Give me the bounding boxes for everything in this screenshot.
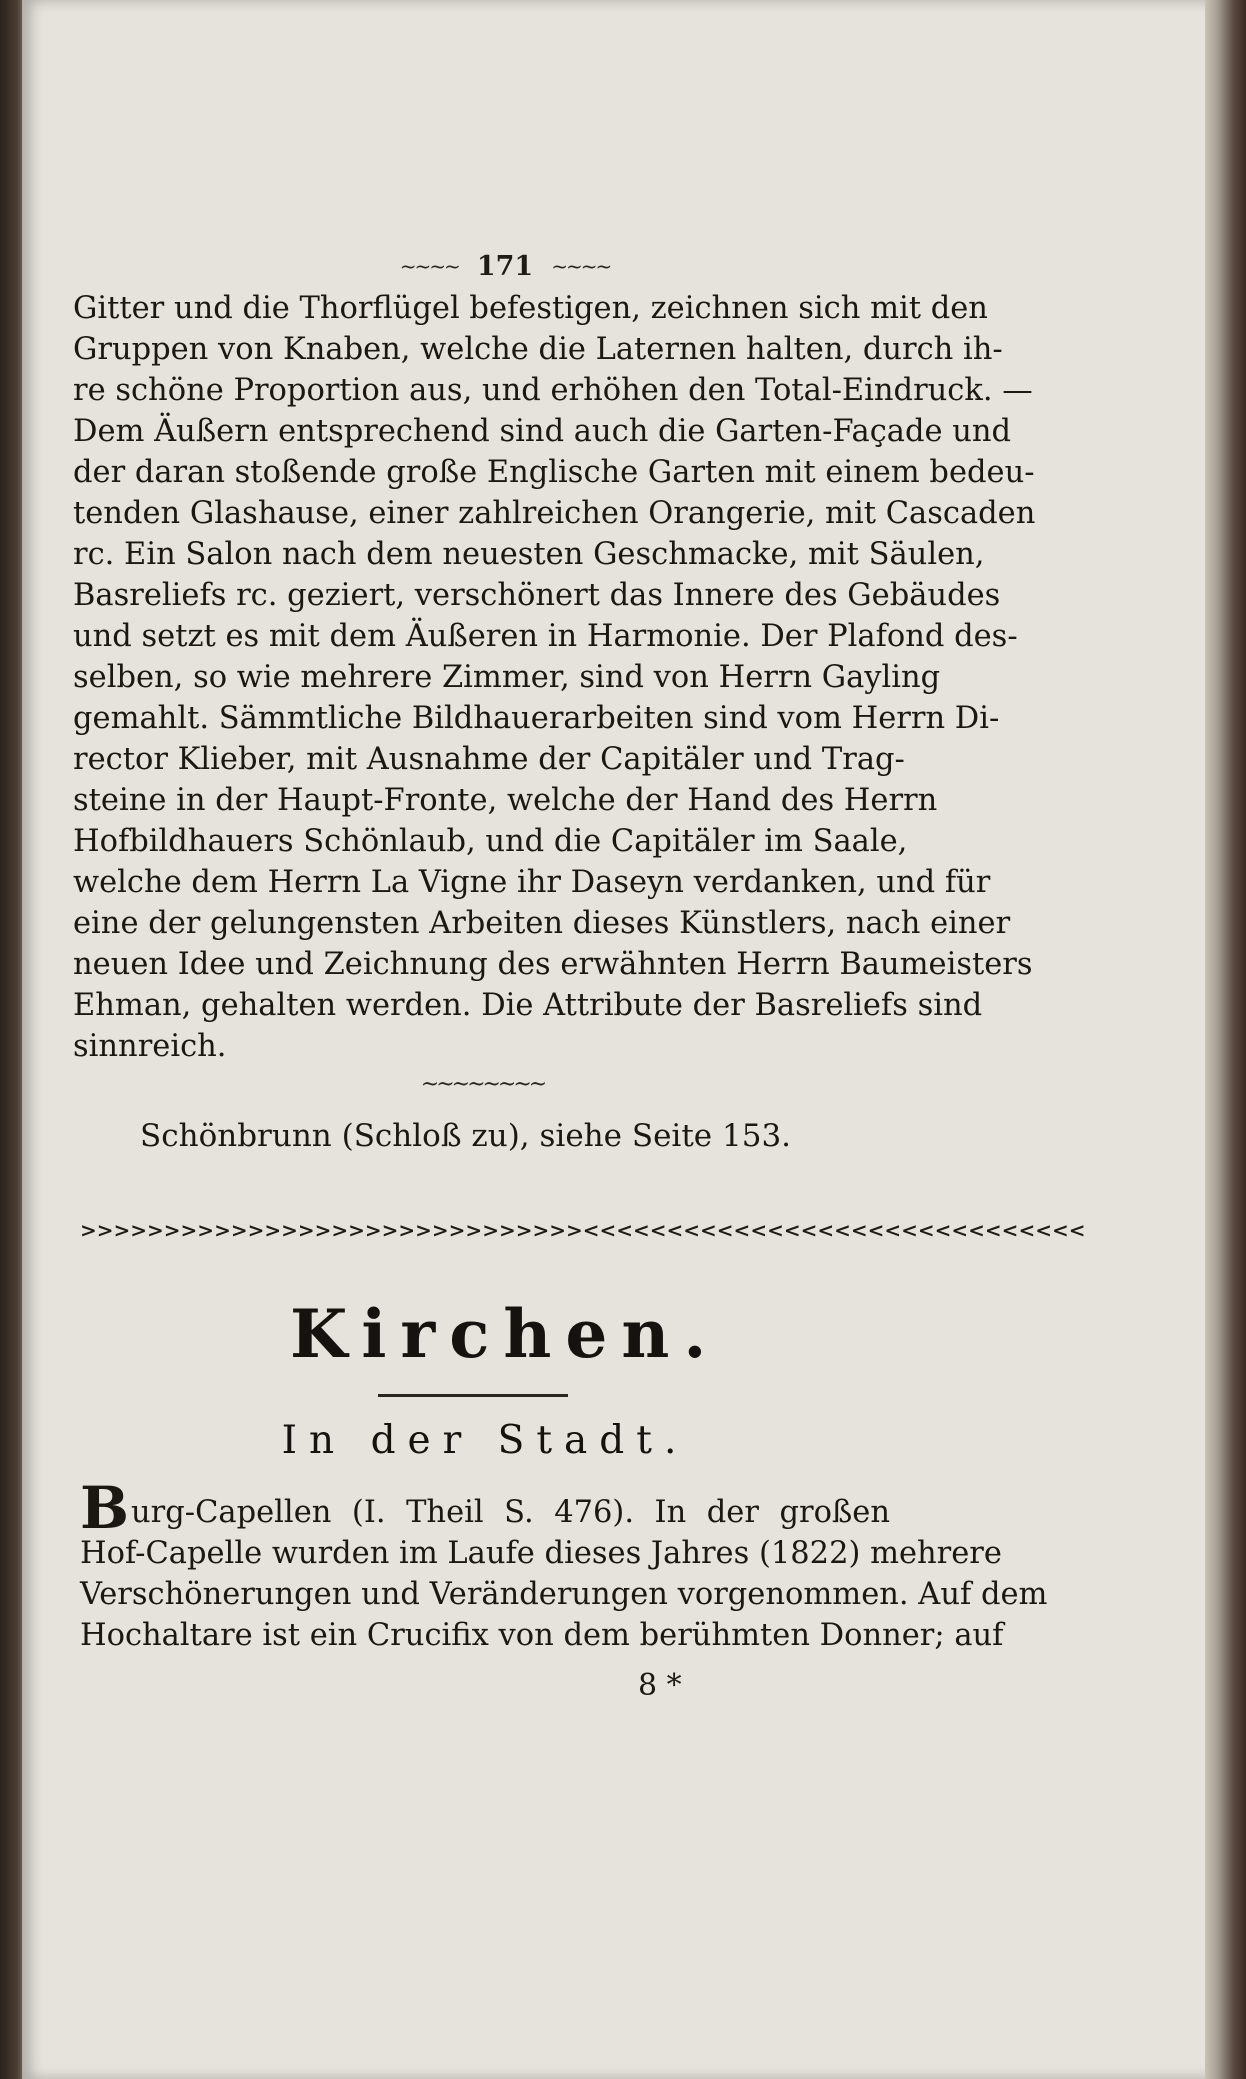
- paragraph-line: Hofbildhauers Schönlaub, und die Capitäler im Saale,: [73, 824, 908, 859]
- paragraph-line: selben, so wie mehrere Zimmer, sind von Herrn Gayling: [73, 660, 941, 695]
- paragraph-line: re schöne Proportion aus, und erhöhen den Total-Eindruck. —: [73, 373, 1033, 408]
- drop-cap: B: [80, 1474, 130, 1542]
- page-number: 171: [476, 250, 534, 282]
- page-edge: [1205, 0, 1246, 2079]
- paragraph-line: eine der gelungensten Arbeiten dieses Künstlers, nach einer: [73, 906, 1011, 941]
- heading-underline: [378, 1394, 568, 1397]
- paragraph-line: Hochaltare ist ein Crucifix von dem berühmten Donner; auf: [80, 1618, 1004, 1653]
- paragraph-line-text: urg-Capellen (I. Theil S. 476). In der großen: [131, 1495, 890, 1530]
- paragraph-line: neuen Idee und Zeichnung des erwähnten Herrn Baumeisters: [73, 947, 1033, 982]
- paragraph-line: Dem Äußern entsprechend sind auch die Garten-Façade und: [73, 414, 1012, 449]
- paragraph-line: Gitter und die Thorflügel befestigen, zeichnen sich mit den: [73, 291, 988, 326]
- paragraph-line: Gruppen von Knaben, welche die Laternen halten, durch ih-: [73, 332, 1003, 367]
- paragraph-line: rector Klieber, mit Ausnahme der Capitäler und Trag-: [73, 742, 905, 777]
- paragraph-line: Ehman, gehalten werden. Die Attribute der Basreliefs sind: [73, 988, 983, 1023]
- section-subheading: In der Stadt.: [281, 1418, 689, 1463]
- paragraph-line: steine in der Haupt-Fronte, welche der Hand des Herrn: [73, 783, 938, 818]
- paragraph-line-first: [80, 1474, 890, 1542]
- paragraph-line: und setzt es mit dem Äußeren in Harmonie. Der Plafond des-: [73, 619, 1018, 654]
- signature-mark: 8 *: [638, 1668, 682, 1703]
- paragraph-line: Hof-Capelle wurden im Laufe dieses Jahres (1822) mehrere: [80, 1536, 1002, 1571]
- header-ornament-right: ~~~~: [551, 254, 611, 278]
- paragraph-line: Verschönerungen und Veränderungen vorgenommen. Auf dem: [80, 1577, 1048, 1612]
- paragraph-line: sinnreich.: [73, 1029, 227, 1064]
- header-ornament-left: ~~~~: [399, 254, 459, 278]
- arrow-divider: >>>>>>>>>>>>>>>>>>>>>>>>>>>>>><<<<<<<<<<<<<<<<<<<<<<<<<<<<<<: [80, 1218, 1086, 1242]
- section-heading: Kirchen.: [290, 1295, 721, 1373]
- church-paragraph: [80, 1474, 1048, 1656]
- schoenbrunn-reference: Schönbrunn (Schloß zu), siehe Seite 153.: [140, 1118, 792, 1154]
- main-paragraph: [73, 288, 1036, 1067]
- paragraph-line: Basreliefs rc. geziert, verschönert das Innere des Gebäudes: [73, 578, 1001, 613]
- paragraph-line: tenden Glashause, einer zahlreichen Orangerie, mit Cascaden: [73, 496, 1036, 531]
- page-header: [370, 248, 640, 284]
- paragraph-line: gemahlt. Sämmtliche Bildhauerarbeiten sind vom Herrn Di-: [73, 701, 1000, 736]
- paragraph-line: welche dem Herrn La Vigne ihr Daseyn verdanken, und für: [73, 865, 991, 900]
- paragraph-line: rc. Ein Salon nach dem neuesten Geschmacke, mit Säulen,: [73, 537, 985, 572]
- section-ornament: ~~~~~~~~: [420, 1072, 545, 1097]
- paragraph-line: der daran stoßende große Englische Garten mit einem bedeu-: [73, 455, 1035, 490]
